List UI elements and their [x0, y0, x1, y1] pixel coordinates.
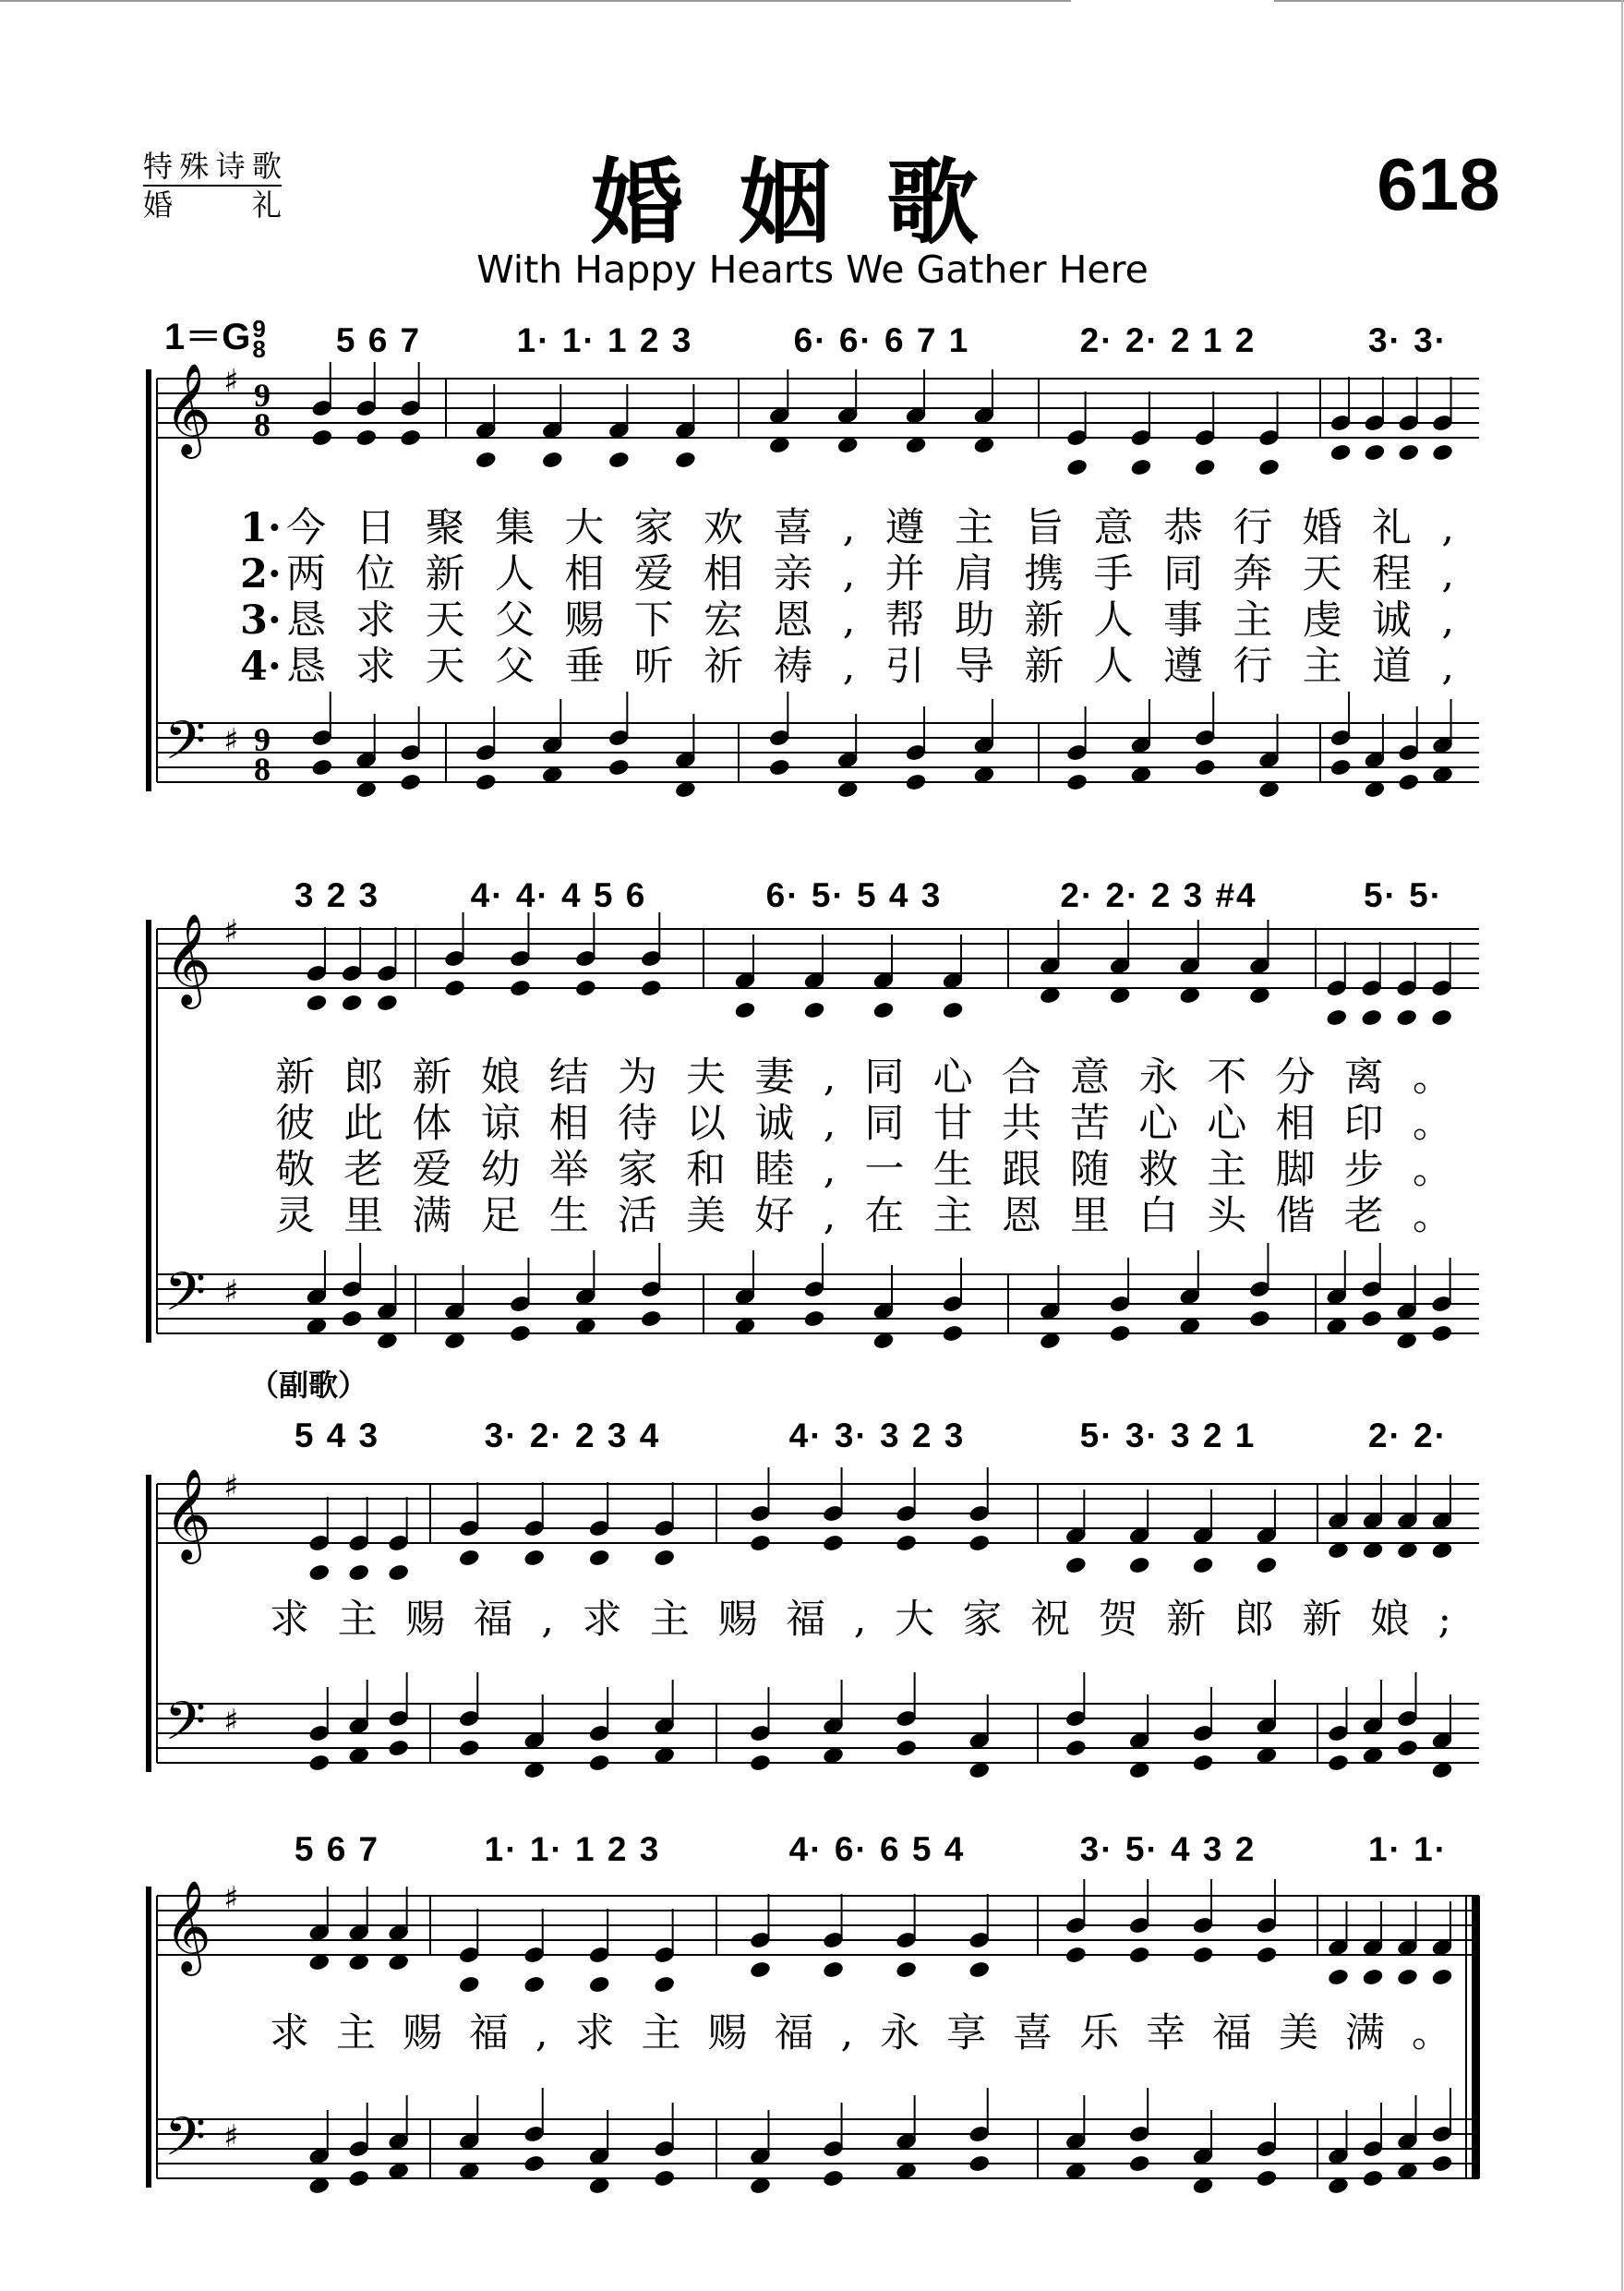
- notehead: [734, 1001, 756, 1019]
- notehead: [1397, 1968, 1419, 1986]
- notehead: [1256, 2169, 1278, 2188]
- notehead: [750, 1960, 772, 1979]
- time-bottom: 8: [252, 335, 266, 364]
- notehead: [1256, 1556, 1278, 1574]
- notehead: [1258, 458, 1281, 476]
- notehead: [1066, 458, 1089, 476]
- notehead: [1328, 1754, 1350, 1772]
- notehead: [1249, 986, 1271, 1005]
- lyric-text: 灵里满足生活美好,在主恩里白头偕老。: [275, 1193, 1452, 1239]
- notehead: [1396, 1332, 1418, 1350]
- notehead: [400, 428, 422, 447]
- notehead: [444, 1332, 466, 1350]
- jianpu-measure: 6· 5· 5 4 3: [765, 876, 943, 914]
- notehead: [823, 1746, 845, 1765]
- notehead: [1256, 1946, 1278, 1964]
- notehead: [458, 1739, 480, 1757]
- notehead: [1130, 458, 1152, 476]
- jianpu-line-4: [0, 1827, 1624, 1873]
- sharp-icon: ♯: [223, 1703, 239, 1740]
- notehead: [942, 1001, 964, 1019]
- notehead: [750, 2176, 772, 2195]
- jianpu-measure: 4· 4· 4 5 6: [470, 876, 647, 914]
- jianpu-measure: 2· 2·: [1367, 1417, 1449, 1454]
- notehead: [388, 1739, 410, 1757]
- notehead: [750, 1754, 772, 1772]
- notehead: [654, 1975, 676, 1994]
- notehead: [640, 979, 662, 997]
- lyric-text: 今日聚集大家欢喜,遵主旨意恭行婚礼,: [286, 505, 1454, 551]
- notehead: [400, 773, 422, 791]
- category-line2: 婚 礼: [143, 187, 282, 223]
- hymn-subtitle: With Happy Hearts We Gather Here: [476, 247, 1149, 292]
- notehead: [1431, 1541, 1453, 1560]
- notehead: [1398, 773, 1420, 791]
- notehead: [973, 436, 995, 454]
- lyric-text: 彼此体谅相待以诚,同甘共苦心心相印。: [275, 1101, 1452, 1147]
- notehead: [823, 2169, 845, 2188]
- sharp-icon: ♯: [223, 1468, 239, 1505]
- jianpu-measure: 6· 6· 6 7 1: [793, 321, 970, 359]
- notehead: [968, 1534, 991, 1552]
- notehead: [308, 1754, 331, 1772]
- treble-clef-icon: 𝄞: [164, 1880, 211, 1972]
- notehead: [942, 1324, 964, 1343]
- notehead: [1397, 2162, 1419, 2180]
- notehead: [341, 994, 363, 1012]
- jianpu-measure: 1· 1· 1 2 3: [516, 321, 693, 359]
- category-line1: 特殊诗歌: [143, 148, 282, 187]
- notehead: [608, 451, 631, 469]
- sharp-icon: ♯: [223, 2118, 239, 2155]
- notehead: [1065, 1739, 1088, 1757]
- notehead: [675, 451, 697, 469]
- notehead: [750, 1534, 772, 1552]
- notehead: [1431, 1324, 1453, 1343]
- verse-line-1-3: [0, 596, 1624, 645]
- time-signature-digit: 9: [254, 721, 271, 758]
- notehead: [1432, 443, 1454, 462]
- sharp-icon: ♯: [223, 1880, 239, 1917]
- notehead: [1109, 1324, 1131, 1343]
- jianpu-line-2: [0, 873, 1624, 919]
- hymn-number: 618: [1377, 143, 1500, 225]
- bass-clef-icon: 𝄢: [164, 1260, 207, 1336]
- notehead: [311, 758, 333, 777]
- notehead: [1194, 458, 1216, 476]
- time-signature-digit: 8: [254, 751, 271, 788]
- notehead: [1192, 1946, 1214, 1964]
- lyric-text: 恳求天父垂听祈祷,引导新人遵行主道,: [286, 644, 1454, 690]
- notehead: [968, 1960, 991, 1979]
- lyric-text: 恳求天父赐下宏恩,帮助新人事主虔诚,: [286, 597, 1454, 644]
- lyric-text: 敬老爱幼举家和睦,一生跟随救主脚步。: [275, 1147, 1452, 1193]
- verse-number: 4·: [240, 644, 282, 690]
- notehead: [348, 1746, 370, 1765]
- notehead: [1328, 2176, 1350, 2195]
- notehead: [306, 1317, 328, 1335]
- jianpu-measure: 3· 2· 2 3 4: [484, 1417, 661, 1454]
- jianpu-measure: 5· 3· 3 2 1: [1079, 1417, 1257, 1454]
- verse-number: 3·: [240, 597, 282, 644]
- notehead: [1397, 1739, 1419, 1757]
- notehead: [1396, 1008, 1418, 1027]
- notehead: [1128, 2154, 1150, 2173]
- notehead: [1256, 1746, 1278, 1765]
- treble-clef-icon: 𝄞: [164, 363, 211, 455]
- notehead: [1065, 1556, 1088, 1574]
- notehead: [769, 758, 791, 777]
- notehead: [896, 1534, 918, 1552]
- notehead: [541, 766, 563, 784]
- notehead: [803, 1309, 825, 1328]
- notehead: [458, 1549, 480, 1567]
- notehead: [968, 1761, 991, 1779]
- notehead: [575, 979, 597, 997]
- notehead: [1364, 780, 1386, 799]
- notehead: [1194, 758, 1216, 777]
- notehead: [654, 1746, 676, 1765]
- notehead: [608, 758, 631, 777]
- sharp-icon: ♯: [223, 913, 239, 950]
- notehead: [1397, 1541, 1419, 1560]
- notehead: [1066, 773, 1089, 791]
- notehead: [1326, 1008, 1348, 1027]
- jianpu-measure: 5 6 7: [335, 321, 422, 359]
- jianpu-measure: 3· 3·: [1367, 321, 1449, 359]
- notehead: [1249, 1309, 1271, 1328]
- notehead: [1326, 1317, 1348, 1335]
- notehead: [341, 1309, 363, 1328]
- notehead: [308, 2176, 331, 2195]
- verse-line-4-1: [0, 2008, 1624, 2058]
- jianpu-line-3: [0, 1413, 1624, 1459]
- notehead: [1128, 1556, 1150, 1574]
- notehead: [1361, 1008, 1383, 1027]
- notehead: [444, 979, 466, 997]
- notehead: [823, 1534, 845, 1552]
- notehead: [896, 1960, 918, 1979]
- notehead: [1329, 443, 1352, 462]
- notehead: [968, 2154, 991, 2173]
- notehead: [905, 436, 927, 454]
- jianpu-measure: 4· 3· 3 2 3: [788, 1417, 966, 1454]
- notehead: [836, 436, 859, 454]
- jianpu-line-1: [0, 315, 1624, 364]
- bass-clef-icon: 𝄢: [164, 709, 207, 785]
- notehead: [1362, 1541, 1384, 1560]
- notehead: [803, 1001, 825, 1019]
- jianpu-measure: 5 4 3: [294, 1417, 380, 1454]
- notehead: [1065, 2162, 1088, 2180]
- notehead: [1364, 443, 1386, 462]
- notehead: [973, 766, 995, 784]
- notehead: [823, 1960, 845, 1979]
- time-signature-digit: 8: [254, 406, 271, 443]
- notehead: [1130, 766, 1152, 784]
- notehead: [458, 1975, 480, 1994]
- notehead: [588, 1549, 610, 1567]
- lyric-text: 两位新人相爱相亲,并肩携手同奔天程,: [286, 551, 1454, 597]
- jianpu-measure: 3 2 3: [294, 876, 380, 914]
- notehead: [769, 436, 791, 454]
- verse-line-3-1: [0, 1595, 1624, 1645]
- notehead: [1432, 766, 1454, 784]
- notehead: [388, 2162, 410, 2180]
- notehead: [348, 1563, 370, 1582]
- notehead: [1431, 2154, 1453, 2173]
- notehead: [588, 2176, 610, 2195]
- notehead: [1128, 1761, 1150, 1779]
- notehead: [475, 451, 497, 469]
- sharp-icon: ♯: [223, 1273, 239, 1310]
- jianpu-measure: 5 6 7: [294, 1830, 380, 1868]
- jianpu-measure: 5· 5·: [1363, 876, 1444, 914]
- sharp-icon: ♯: [223, 363, 239, 400]
- verse-line-1-4: [0, 642, 1624, 692]
- time-signature-digit: 9: [254, 377, 271, 414]
- notehead: [588, 1754, 610, 1772]
- bass-clef-icon: 𝄢: [164, 2105, 207, 2181]
- notehead: [1128, 1946, 1150, 1964]
- notehead: [541, 451, 563, 469]
- verse-line-1-2: [0, 549, 1624, 599]
- jianpu-measure: 1· 1·: [1367, 1830, 1449, 1868]
- notehead: [1192, 2176, 1214, 2195]
- verse-line-2-2: [0, 1099, 1624, 1149]
- chorus-label: （副歌）: [249, 1368, 368, 1403]
- notehead: [872, 1332, 895, 1350]
- category-label: [143, 148, 282, 223]
- notehead: [1328, 1968, 1350, 1986]
- treble-clef-icon: 𝄞: [164, 1468, 211, 1561]
- notehead: [896, 1739, 918, 1757]
- notehead: [475, 773, 497, 791]
- notehead: [510, 1324, 532, 1343]
- notehead: [654, 1549, 676, 1567]
- notehead: [896, 2162, 918, 2180]
- verse-number: 1·: [240, 505, 282, 551]
- notehead: [523, 1761, 546, 1779]
- notehead: [654, 2169, 676, 2188]
- jianpu-measure: 2· 2· 2 1 2: [1079, 321, 1257, 359]
- notehead: [1398, 443, 1420, 462]
- notehead: [458, 2162, 480, 2180]
- verse-line-2-1: [0, 1053, 1624, 1103]
- notehead: [1040, 1332, 1062, 1350]
- notehead: [388, 1563, 410, 1582]
- verse-line-2-4: [0, 1191, 1624, 1241]
- notehead: [348, 1953, 370, 1971]
- notehead: [377, 994, 399, 1012]
- notehead: [1258, 780, 1281, 799]
- notehead: [355, 428, 378, 447]
- notehead: [523, 1975, 546, 1994]
- notehead: [836, 780, 859, 799]
- notehead: [1179, 986, 1201, 1005]
- notehead: [523, 2154, 546, 2173]
- verse-number: 2·: [240, 551, 282, 597]
- treble-clef-icon: 𝄞: [164, 913, 211, 1006]
- notehead: [1362, 1746, 1384, 1765]
- verse-line-1-1: [0, 503, 1624, 553]
- notehead: [675, 780, 697, 799]
- notehead: [311, 428, 333, 447]
- notehead: [1431, 1968, 1453, 1986]
- lyric-text: 求主赐福,求主赐福,大家祝贺新郎新娘;: [270, 1597, 1451, 1643]
- lyric-text: 求主赐福,求主赐福,永享喜乐幸福美满。: [270, 2010, 1451, 2056]
- notehead: [306, 994, 328, 1012]
- notehead: [1109, 986, 1131, 1005]
- notehead: [1361, 1309, 1383, 1328]
- notehead: [640, 1309, 662, 1328]
- verse-line-2-3: [0, 1145, 1624, 1195]
- notehead: [1040, 986, 1062, 1005]
- notehead: [377, 1332, 399, 1350]
- jianpu-measure: 2· 2· 2 3 #4: [1060, 876, 1257, 914]
- notehead: [1179, 1317, 1201, 1335]
- notehead: [1329, 758, 1352, 777]
- notehead: [510, 979, 532, 997]
- notehead: [734, 1317, 756, 1335]
- notehead: [588, 1975, 610, 1994]
- notehead: [1431, 1008, 1453, 1027]
- notehead: [575, 1317, 597, 1335]
- notehead: [523, 1549, 546, 1567]
- notehead: [905, 773, 927, 791]
- notehead: [308, 1953, 331, 1971]
- notehead: [1192, 1754, 1214, 1772]
- sharp-icon: ♯: [223, 722, 239, 759]
- jianpu-measure: 4· 6· 6 5 4: [788, 1830, 966, 1868]
- jianpu-measure: 3· 5· 4 3 2: [1079, 1830, 1257, 1868]
- time-top: 9: [252, 315, 266, 344]
- notehead: [1065, 1946, 1088, 1964]
- notehead: [355, 780, 378, 799]
- notehead: [1328, 1541, 1350, 1560]
- key-label: 1＝G: [164, 317, 251, 357]
- notehead: [1192, 1556, 1214, 1574]
- hymn-title: 婚姻歌: [591, 149, 1034, 257]
- notehead: [1362, 2169, 1384, 2188]
- notehead: [308, 1563, 331, 1582]
- jianpu-measure: 1· 1· 1 2 3: [484, 1830, 661, 1868]
- notehead: [872, 1001, 895, 1019]
- notehead: [1362, 1968, 1384, 1986]
- notehead: [388, 1953, 410, 1971]
- lyric-text: 新郎新娘结为夫妻,同心合意永不分离。: [275, 1055, 1452, 1101]
- notehead: [1431, 1761, 1453, 1779]
- notehead: [348, 2169, 370, 2188]
- bass-clef-icon: 𝄢: [164, 1690, 207, 1766]
